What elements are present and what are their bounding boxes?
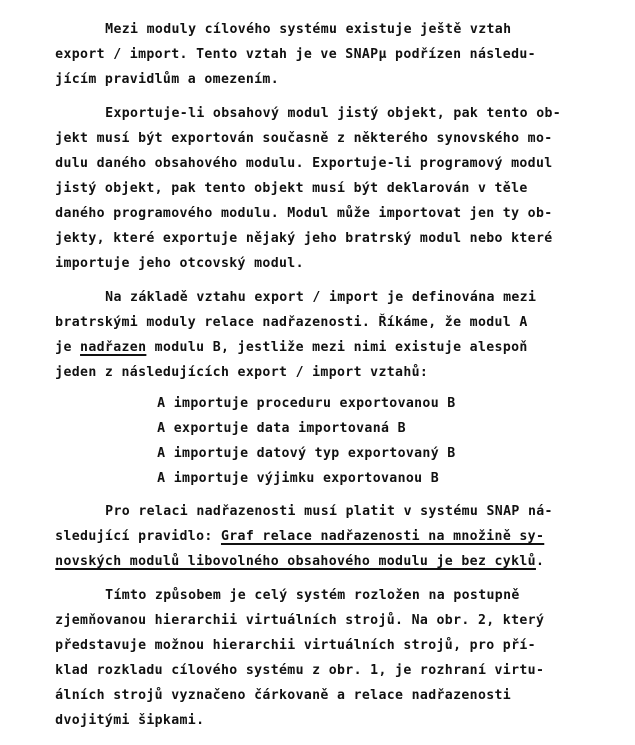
text-segment: Na základě vztahu export / import je definována mezi — [105, 290, 537, 305]
underlined-rule: Graf relace nadřazenosti na množině sy- — [220, 529, 545, 544]
text-segment: Mezi moduly cílového systému existuje ještě vztah — [105, 22, 512, 37]
text-segment: jistý objekt, pak tento objekt musí být deklarován v těle — [55, 181, 528, 196]
text-segment: klad rozkladu cílového systému z obr. 1, je rozhraní virtu- — [55, 663, 545, 678]
text-segment: Exportuje-li obsahový modul jistý objekt, pak tento ob- — [105, 106, 562, 121]
underlined-term: nadřazen — [80, 340, 147, 355]
text-segment: importuje jeho otcovský modul. — [55, 256, 304, 271]
text-segment: jícím pravidlům a omezením. — [55, 72, 279, 87]
text-segment: dvojitými šipkami. — [55, 713, 205, 728]
text-segment: jekty, které exportuje nějaký jeho bratrský modul nebo které — [55, 231, 553, 246]
text-segment: Pro relaci nadřazenosti musí platit v systému SNAP ná- — [105, 504, 553, 519]
text-segment: představuje možnou hierarchii virtuálních strojů, pro pří- — [55, 638, 536, 653]
text-segment: A exportuje data importovaná B — [157, 421, 406, 436]
text-segment: . — [535, 554, 545, 569]
text-segment: A importuje datový typ exportovaný B — [157, 446, 456, 461]
text-segment: dulu daného obsahového modulu. Exportuje-li programový modul — [55, 156, 553, 171]
text-segment: daného programového modulu. Modul může importovat jen ty ob- — [55, 206, 553, 221]
text-segment: jekt musí být exportován současně z některého synovského mo- — [55, 131, 553, 146]
text-segment: je — [55, 340, 81, 355]
text-segment: sledující pravidlo: — [55, 529, 221, 544]
text-segment: modulu B, jestliže mezi nimi existuje alespoň — [146, 340, 528, 355]
text-segment: Tímto způsobem je celý systém rozložen na postupně — [105, 588, 520, 603]
text-segment: A importuje proceduru exportovanou B — [157, 396, 456, 411]
paragraph-6-line-6 — [22, 697, 204, 745]
text-segment: jeden z následujících export / import vztahů: — [55, 365, 429, 380]
text-segment: export / import. Tento vztah je ve SNAPµ podřízen následu- — [55, 47, 536, 62]
text-segment: zjemňovanou hierarchii virtuálních strojů. Na obr. 2, který — [55, 613, 545, 628]
text-segment: bratrskými moduly relace nadřazenosti. Říkáme, že modul A — [55, 315, 528, 330]
text-segment: álních strojů vyznačeno čárkovaně a relace nadřazenosti — [55, 688, 512, 703]
text-segment: A importuje výjimku exportovanou B — [157, 471, 440, 486]
underlined-rule: novských modulů libovolného obsahového modulu je bez cyklů — [55, 554, 536, 569]
